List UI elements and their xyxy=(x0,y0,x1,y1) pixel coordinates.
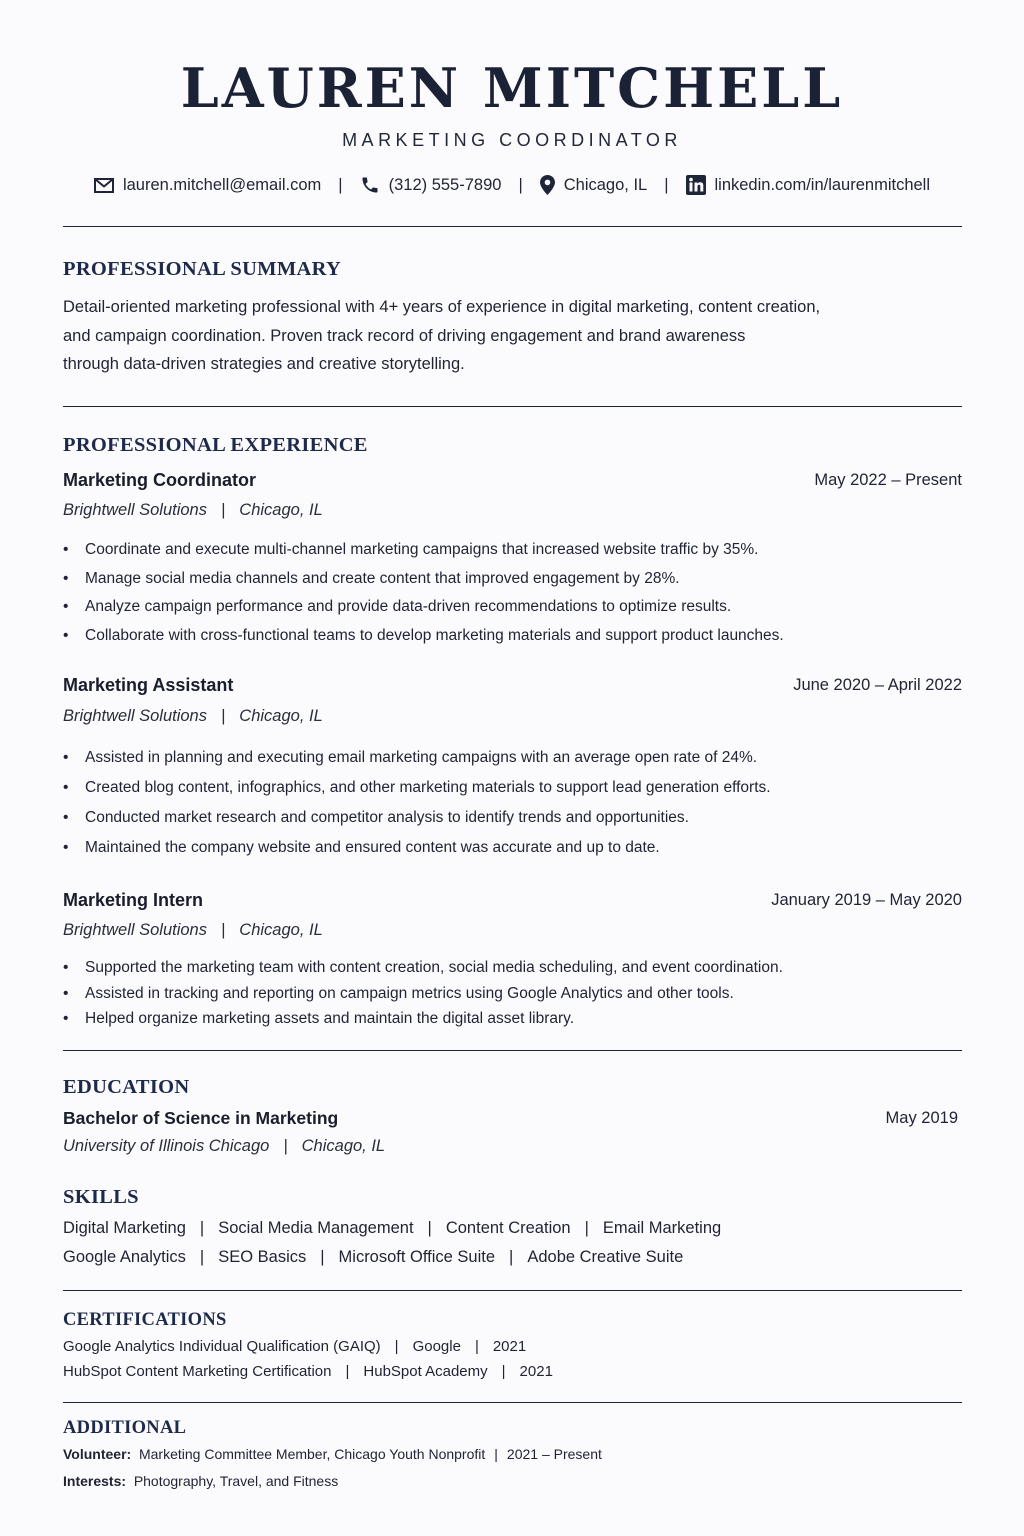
list-item: • Manage social media channels and create content that improved engagement by 28%. xyxy=(63,565,963,594)
list-item: • Conducted market research and competitor analysis to identify trends and opportunities. xyxy=(63,803,963,833)
list-item: • Assisted in tracking and reporting on campaign metrics using Google Analytics and other tools. xyxy=(63,981,963,1007)
experience-heading: PROFESSIONAL EXPERIENCE xyxy=(63,434,368,456)
summary-text xyxy=(63,293,903,379)
list-item: • Maintained the company website and ensured content was accurate and up to date. xyxy=(63,833,963,863)
separator: | xyxy=(509,1248,514,1266)
summary-line: and campaign coordination. Proven track record of driving engagement and brand awareness xyxy=(63,326,746,345)
divider xyxy=(63,1402,962,1403)
list-item: • Supported the marketing team with content creation, social media scheduling, and event coordination. xyxy=(63,955,963,981)
separator: | xyxy=(501,1363,506,1380)
phone-icon xyxy=(360,175,380,195)
job-company xyxy=(63,921,323,940)
divider xyxy=(63,1290,962,1291)
contact-separator: | xyxy=(338,175,343,194)
volunteer-role: Marketing Committee Member, Chicago Youth Nonprofit xyxy=(138,1446,486,1462)
certification-item xyxy=(63,1338,526,1355)
linkedin-text: linkedin.com/in/laurenmitchell xyxy=(714,175,931,194)
job-title: Marketing Coordinator xyxy=(63,470,257,490)
skill: Microsoft Office Suite xyxy=(338,1248,496,1266)
separator: | xyxy=(494,1446,498,1462)
location-pin-icon xyxy=(540,175,555,195)
contact-location xyxy=(540,175,647,195)
job-company xyxy=(63,707,323,726)
cert-year: 2021 xyxy=(492,1338,527,1355)
separator: | xyxy=(221,707,226,725)
divider xyxy=(63,226,962,227)
separator: | xyxy=(199,1219,205,1237)
list-item: • Assisted in planning and executing email marketing campaigns with an average open rate of 24%. xyxy=(63,743,963,773)
school-location: Chicago, IL xyxy=(301,1137,386,1155)
location-text: Chicago, IL xyxy=(563,175,648,194)
contact-phone[interactable] xyxy=(360,175,502,195)
skill: Content Creation xyxy=(445,1219,571,1237)
skill: SEO Basics xyxy=(218,1248,307,1266)
list-item: • Coordinate and execute multi-channel marketing campaigns that increased website traffic by 35%. xyxy=(63,536,963,565)
school-name: University of Illinois Chicago xyxy=(63,1137,270,1155)
volunteer-dates: 2021 – Present xyxy=(506,1446,602,1462)
contact-separator: | xyxy=(664,175,669,194)
candidate-name: LAUREN MITCHELL xyxy=(180,56,844,120)
certifications-heading: CERTIFICATIONS xyxy=(63,1310,227,1330)
separator: | xyxy=(221,501,226,519)
skills-row xyxy=(63,1219,721,1238)
envelope-icon xyxy=(94,178,114,193)
company-name: Brightwell Solutions xyxy=(63,921,207,939)
volunteer-line xyxy=(63,1446,602,1462)
job-bullets xyxy=(63,955,963,1032)
skill: Digital Marketing xyxy=(63,1219,186,1237)
separator: | xyxy=(345,1363,350,1380)
separator: | xyxy=(427,1219,432,1237)
separator: | xyxy=(394,1338,399,1355)
volunteer-label: Volunteer: xyxy=(63,1446,132,1462)
list-item: • Analyze campaign performance and provide data-driven recommendations to optimize results. xyxy=(63,593,963,622)
cert-year: 2021 xyxy=(519,1363,553,1380)
divider xyxy=(63,1050,962,1051)
job-title: Marketing Assistant xyxy=(63,675,234,695)
cert-name: HubSpot Content Marketing Certification xyxy=(63,1363,332,1380)
contact-bar xyxy=(0,172,1024,198)
skill: Social Media Management xyxy=(218,1219,414,1237)
phone-text: (312) 555-7890 xyxy=(388,175,502,194)
cert-issuer: HubSpot Academy xyxy=(363,1363,488,1380)
education-heading: EDUCATION xyxy=(63,1076,190,1098)
company-location: Chicago, IL xyxy=(239,921,323,939)
contact-email[interactable] xyxy=(94,176,321,195)
list-item: • Created blog content, infographics, and other marketing materials to support lead generation efforts. xyxy=(63,773,963,803)
list-item: • Helped organize marketing assets and maintain the digital asset library. xyxy=(63,1006,963,1032)
company-name: Brightwell Solutions xyxy=(63,501,207,519)
separator: | xyxy=(474,1338,479,1355)
school xyxy=(63,1137,385,1156)
summary-line: Detail-oriented marketing professional with 4+ years of experience in digital marketing, content creation, xyxy=(63,298,821,316)
separator: | xyxy=(283,1137,288,1155)
job-dates: June 2020 – April 2022 xyxy=(793,676,962,694)
job-company xyxy=(63,501,323,520)
graduation-date: May 2019 xyxy=(885,1109,958,1127)
separator: | xyxy=(320,1248,325,1266)
skill: Email Marketing xyxy=(602,1219,722,1237)
email-text: lauren.mitchell@email.com xyxy=(122,175,322,194)
list-item: • Collaborate with cross-functional teams to develop marketing materials and support product launches. xyxy=(63,622,963,651)
degree: Bachelor of Science in Marketing xyxy=(63,1108,339,1128)
summary-heading: PROFESSIONAL SUMMARY xyxy=(63,258,342,280)
job-dates: January 2019 – May 2020 xyxy=(771,891,962,909)
company-location: Chicago, IL xyxy=(239,501,323,519)
interests-text: Photography, Travel, and Fitness xyxy=(133,1473,339,1489)
job-bullets xyxy=(63,743,963,863)
job-bullets xyxy=(63,536,963,650)
interests-label: Interests: xyxy=(63,1473,127,1489)
job-title: Marketing Intern xyxy=(63,890,204,910)
certification-item xyxy=(63,1363,553,1380)
cert-name: Google Analytics Individual Qualification (GAIQ) xyxy=(63,1338,381,1355)
skill: Google Analytics xyxy=(63,1248,186,1266)
job-dates: May 2022 – Present xyxy=(814,471,962,489)
company-location: Chicago, IL xyxy=(239,707,323,725)
contact-linkedin[interactable] xyxy=(686,175,931,195)
skills-heading: SKILLS xyxy=(63,1186,139,1208)
separator: | xyxy=(584,1219,589,1237)
candidate-title: MARKETING COORDINATOR xyxy=(342,130,682,150)
separator: | xyxy=(221,921,226,939)
cert-issuer: Google xyxy=(412,1338,461,1355)
skill: Adobe Creative Suite xyxy=(527,1248,684,1266)
separator: | xyxy=(199,1248,205,1266)
divider xyxy=(63,406,962,407)
interests-line xyxy=(63,1473,338,1489)
summary-line: through data-driven strategies and creative storytelling. xyxy=(63,355,465,373)
contact-separator: | xyxy=(518,175,523,194)
company-name: Brightwell Solutions xyxy=(63,707,207,725)
linkedin-icon xyxy=(686,175,706,195)
additional-heading: ADDITIONAL xyxy=(63,1418,187,1438)
skills-row xyxy=(63,1248,683,1267)
